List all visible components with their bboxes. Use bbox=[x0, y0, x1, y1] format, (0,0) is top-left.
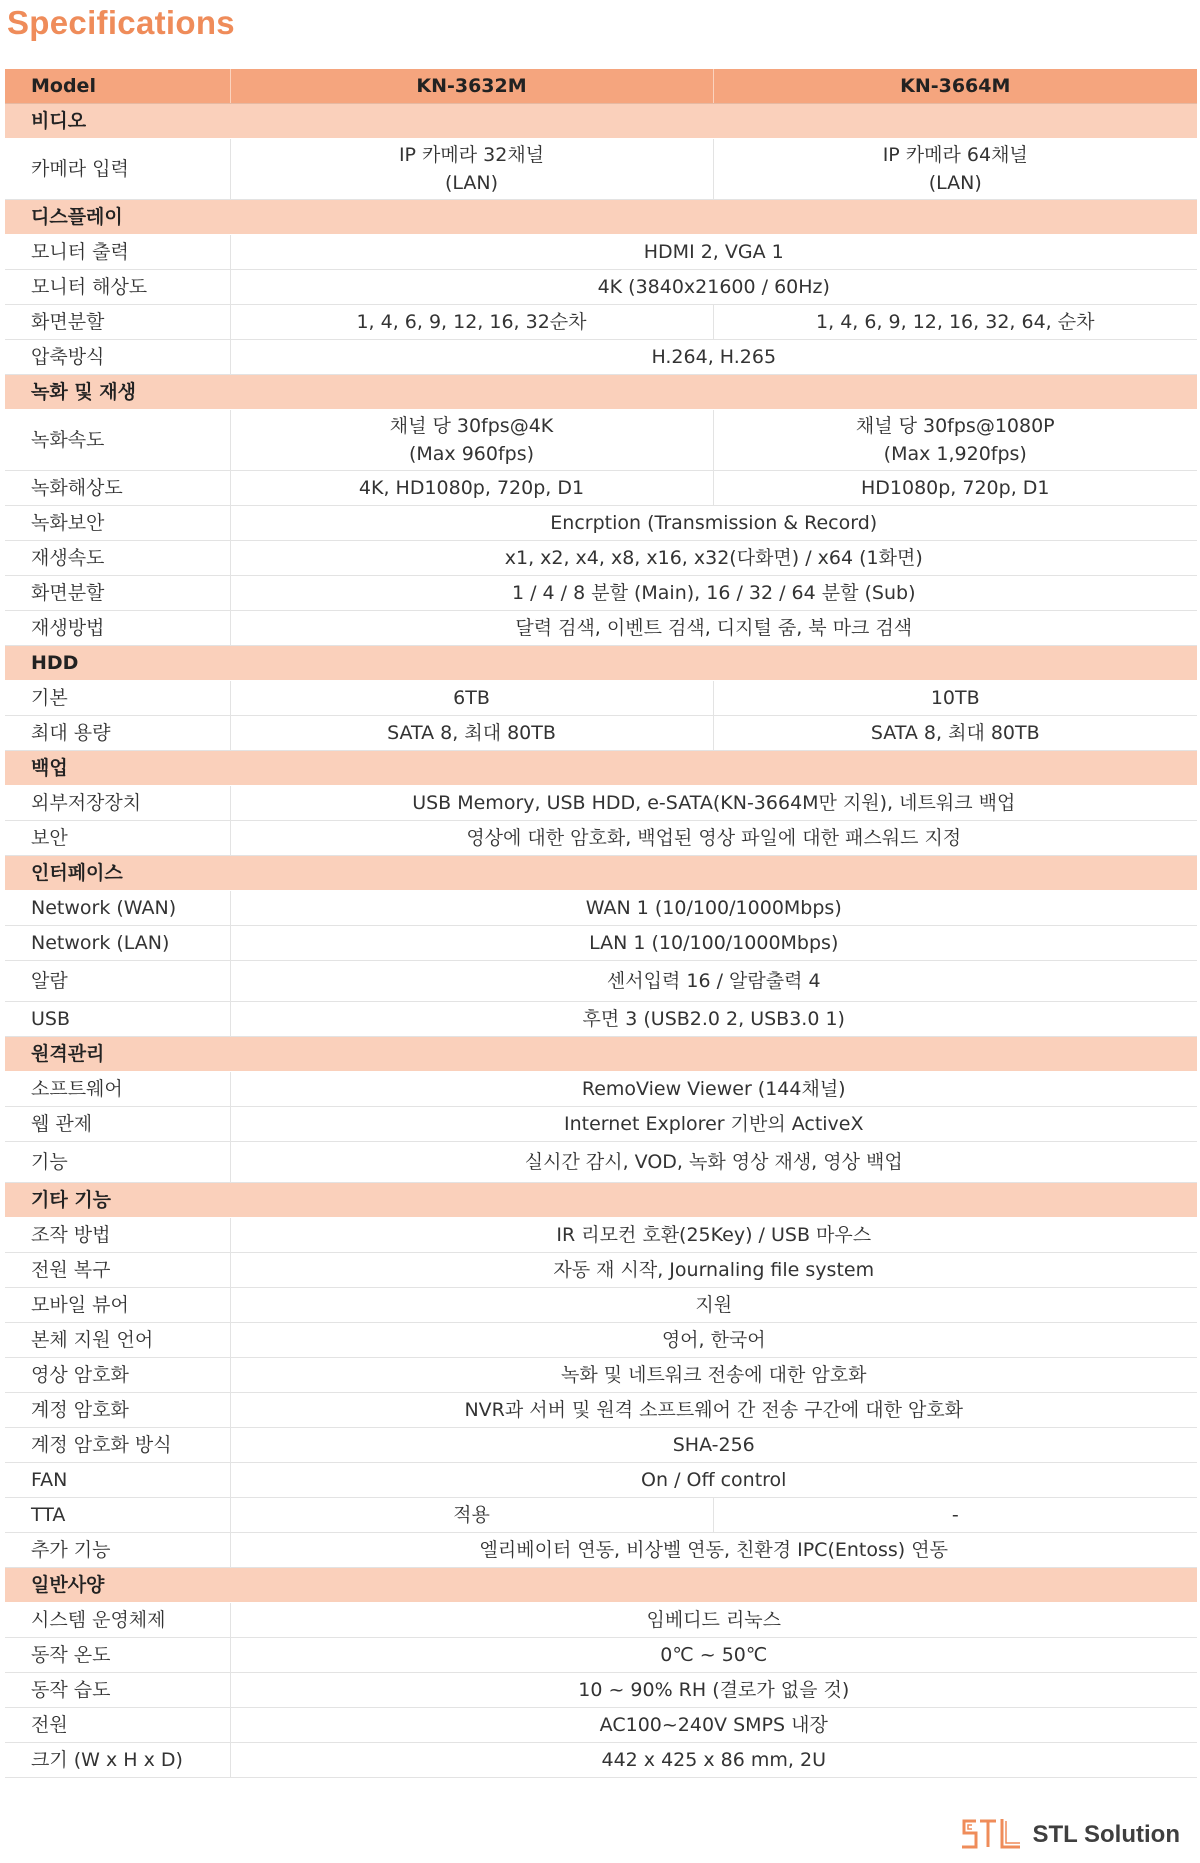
spec-label: 녹화속도 bbox=[5, 410, 230, 471]
spec-value-common: WAN 1 (10/100/1000Mbps) bbox=[230, 891, 1197, 926]
section-header-row bbox=[5, 104, 1197, 139]
spec-label: 알람 bbox=[5, 961, 230, 1002]
section-header-row bbox=[5, 1183, 1197, 1218]
spec-value-kn3664m: IP 카메라 64채널 (LAN) bbox=[713, 139, 1197, 200]
section-title: 원격관리 bbox=[5, 1037, 1197, 1072]
spec-value-kn3664m: - bbox=[713, 1498, 1197, 1533]
table-row bbox=[5, 506, 1197, 541]
table-row bbox=[5, 1743, 1197, 1778]
table-row bbox=[5, 611, 1197, 646]
spec-label: 계정 암호화 bbox=[5, 1393, 230, 1428]
spec-label: 전원 복구 bbox=[5, 1253, 230, 1288]
spec-value-common: HDMI 2, VGA 1 bbox=[230, 235, 1197, 270]
spec-value-kn3632m: 4K, HD1080p, 720p, D1 bbox=[230, 471, 713, 506]
spec-label: 동작 온도 bbox=[5, 1638, 230, 1673]
spec-label: 녹화해상도 bbox=[5, 471, 230, 506]
table-row bbox=[5, 471, 1197, 506]
spec-value-kn3664m: 1, 4, 6, 9, 12, 16, 32, 64, 순차 bbox=[713, 305, 1197, 340]
section-title: 백업 bbox=[5, 751, 1197, 786]
table-row bbox=[5, 681, 1197, 716]
table-row bbox=[5, 576, 1197, 611]
spec-value-kn3664m: SATA 8, 최대 80TB bbox=[713, 716, 1197, 751]
section-title: 일반사양 bbox=[5, 1568, 1197, 1603]
spec-value-common: On / Off control bbox=[230, 1463, 1197, 1498]
spec-value-kn3664m: 채널 당 30fps@1080P (Max 1,920fps) bbox=[713, 410, 1197, 471]
spec-label: 웹 관제 bbox=[5, 1107, 230, 1142]
spec-value-common: LAN 1 (10/100/1000Mbps) bbox=[230, 926, 1197, 961]
table-row bbox=[5, 235, 1197, 270]
spec-label: Network (LAN) bbox=[5, 926, 230, 961]
table-row bbox=[5, 1708, 1197, 1743]
spec-value-kn3632m: SATA 8, 최대 80TB bbox=[230, 716, 713, 751]
table-row bbox=[5, 305, 1197, 340]
spec-label: 소프트웨어 bbox=[5, 1072, 230, 1107]
spec-label: 추가 기능 bbox=[5, 1533, 230, 1568]
spec-value-common: H.264, H.265 bbox=[230, 340, 1197, 375]
spec-label: 본체 지원 언어 bbox=[5, 1323, 230, 1358]
table-row bbox=[5, 1072, 1197, 1107]
spec-value-common: AC100~240V SMPS 내장 bbox=[230, 1708, 1197, 1743]
table-row bbox=[5, 1533, 1197, 1568]
table-row bbox=[5, 1673, 1197, 1708]
table-row bbox=[5, 1463, 1197, 1498]
spec-label: 기능 bbox=[5, 1142, 230, 1183]
table-row bbox=[5, 891, 1197, 926]
company-name: STL Solution bbox=[1032, 1821, 1180, 1848]
model-kn3632m-header: KN-3632M bbox=[230, 69, 713, 104]
section-title: 녹화 및 재생 bbox=[5, 375, 1197, 410]
spec-value-common: x1, x2, x4, x8, x16, x32(다화면) / x64 (1화면) bbox=[230, 541, 1197, 576]
model-header: Model bbox=[5, 69, 230, 104]
spec-label: 전원 bbox=[5, 1708, 230, 1743]
table-row bbox=[5, 1498, 1197, 1533]
table-row bbox=[5, 1142, 1197, 1183]
spec-body bbox=[5, 104, 1197, 1778]
stl-solution-logo bbox=[960, 1817, 1180, 1853]
spec-label: 외부저장장치 bbox=[5, 786, 230, 821]
section-header-row bbox=[5, 1568, 1197, 1603]
spec-label: 모니터 출력 bbox=[5, 235, 230, 270]
model-kn3664m-header: KN-3664M bbox=[713, 69, 1197, 104]
table-row bbox=[5, 1603, 1197, 1638]
spec-value-kn3632m: 1, 4, 6, 9, 12, 16, 32순차 bbox=[230, 305, 713, 340]
spec-value-common: 녹화 및 네트워크 전송에 대한 암호화 bbox=[230, 1358, 1197, 1393]
section-header-row bbox=[5, 375, 1197, 410]
spec-value-common: 후면 3 (USB2.0 2, USB3.0 1) bbox=[230, 1002, 1197, 1037]
spec-value-common: 0℃ ~ 50℃ bbox=[230, 1638, 1197, 1673]
spec-value-common: 10 ~ 90% RH (결로가 없을 것) bbox=[230, 1673, 1197, 1708]
table-row bbox=[5, 1218, 1197, 1253]
stl-logo-icon bbox=[960, 1817, 1026, 1853]
section-title: 비디오 bbox=[5, 104, 1197, 139]
section-header-row bbox=[5, 1037, 1197, 1072]
table-row bbox=[5, 1638, 1197, 1673]
table-row bbox=[5, 270, 1197, 305]
spec-value-common: 실시간 감시, VOD, 녹화 영상 재생, 영상 백업 bbox=[230, 1142, 1197, 1183]
spec-label: 카메라 입력 bbox=[5, 139, 230, 200]
spec-value-kn3664m: 10TB bbox=[713, 681, 1197, 716]
table-row bbox=[5, 1428, 1197, 1463]
spec-value-kn3632m: 채널 당 30fps@4K (Max 960fps) bbox=[230, 410, 713, 471]
table-row bbox=[5, 821, 1197, 856]
spec-label: 동작 습도 bbox=[5, 1673, 230, 1708]
spec-label: 영상 암호화 bbox=[5, 1358, 230, 1393]
table-row bbox=[5, 541, 1197, 576]
spec-label: 크기 (W x H x D) bbox=[5, 1743, 230, 1778]
table-row bbox=[5, 1288, 1197, 1323]
spec-label: 시스템 운영체제 bbox=[5, 1603, 230, 1638]
table-row bbox=[5, 139, 1197, 200]
section-header-row bbox=[5, 200, 1197, 235]
section-header-row bbox=[5, 856, 1197, 891]
spec-value-common: 달력 검색, 이벤트 검색, 디지털 줌, 북 마크 검색 bbox=[230, 611, 1197, 646]
spec-value-common: RemoView Viewer (144채널) bbox=[230, 1072, 1197, 1107]
spec-value-common: 4K (3840x21600 / 60Hz) bbox=[230, 270, 1197, 305]
spec-label: 조작 방법 bbox=[5, 1218, 230, 1253]
spec-label: 압축방식 bbox=[5, 340, 230, 375]
spec-label: 화면분할 bbox=[5, 576, 230, 611]
spec-value-kn3632m: 적용 bbox=[230, 1498, 713, 1533]
spec-value-common: 엘리베이터 연동, 비상벨 연동, 친환경 IPC(Entoss) 연동 bbox=[230, 1533, 1197, 1568]
section-title: 인터페이스 bbox=[5, 856, 1197, 891]
spec-value-common: 442 x 425 x 86 mm, 2U bbox=[230, 1743, 1197, 1778]
spec-value-kn3664m: HD1080p, 720p, D1 bbox=[713, 471, 1197, 506]
section-header-row bbox=[5, 646, 1197, 681]
spec-value-common: IR 리모컨 호환(25Key) / USB 마우스 bbox=[230, 1218, 1197, 1253]
spec-value-common: 자동 재 시작, Journaling file system bbox=[230, 1253, 1197, 1288]
spec-label: 녹화보안 bbox=[5, 506, 230, 541]
spec-label: FAN bbox=[5, 1463, 230, 1498]
spec-value-common: 임베디드 리눅스 bbox=[230, 1603, 1197, 1638]
table-row bbox=[5, 961, 1197, 1002]
section-title: HDD bbox=[5, 646, 1197, 681]
table-header-row bbox=[5, 69, 1197, 104]
spec-value-common: USB Memory, USB HDD, e-SATA(KN-3664M만 지원), 네트워크 백업 bbox=[230, 786, 1197, 821]
spec-value-common: 센서입력 16 / 알람출력 4 bbox=[230, 961, 1197, 1002]
specifications-table bbox=[5, 69, 1197, 1778]
table-row bbox=[5, 1253, 1197, 1288]
table-row bbox=[5, 1323, 1197, 1358]
spec-value-common: 영어, 한국어 bbox=[230, 1323, 1197, 1358]
spec-value-common: 1 / 4 / 8 분할 (Main), 16 / 32 / 64 분할 (Sub) bbox=[230, 576, 1197, 611]
section-header-row bbox=[5, 751, 1197, 786]
spec-label: 모니터 해상도 bbox=[5, 270, 230, 305]
spec-label: Network (WAN) bbox=[5, 891, 230, 926]
spec-value-common: NVR과 서버 및 원격 소프트웨어 간 전송 구간에 대한 암호화 bbox=[230, 1393, 1197, 1428]
table-row bbox=[5, 1107, 1197, 1142]
spec-value-kn3632m: IP 카메라 32채널 (LAN) bbox=[230, 139, 713, 200]
spec-label: 최대 용량 bbox=[5, 716, 230, 751]
section-title: 디스플레이 bbox=[5, 200, 1197, 235]
spec-value-common: 영상에 대한 암호화, 백업된 영상 파일에 대한 패스워드 지정 bbox=[230, 821, 1197, 856]
spec-label: 기본 bbox=[5, 681, 230, 716]
table-row bbox=[5, 926, 1197, 961]
spec-label: 보안 bbox=[5, 821, 230, 856]
table-row bbox=[5, 786, 1197, 821]
table-row bbox=[5, 1358, 1197, 1393]
page-title: Specifications bbox=[7, 4, 235, 41]
spec-label: 화면분할 bbox=[5, 305, 230, 340]
table-row bbox=[5, 1393, 1197, 1428]
spec-label: 재생속도 bbox=[5, 541, 230, 576]
spec-label: 계정 암호화 방식 bbox=[5, 1428, 230, 1463]
spec-label: 모바일 뷰어 bbox=[5, 1288, 230, 1323]
spec-value-kn3632m: 6TB bbox=[230, 681, 713, 716]
spec-value-common: Encrption (Transmission & Record) bbox=[230, 506, 1197, 541]
spec-label: TTA bbox=[5, 1498, 230, 1533]
spec-value-common: Internet Explorer 기반의 ActiveX bbox=[230, 1107, 1197, 1142]
table-row bbox=[5, 1002, 1197, 1037]
spec-label: USB bbox=[5, 1002, 230, 1037]
section-title: 기타 기능 bbox=[5, 1183, 1197, 1218]
table-row bbox=[5, 410, 1197, 471]
spec-label: 재생방법 bbox=[5, 611, 230, 646]
table-row bbox=[5, 716, 1197, 751]
spec-value-common: SHA-256 bbox=[230, 1428, 1197, 1463]
spec-value-common: 지원 bbox=[230, 1288, 1197, 1323]
table-row bbox=[5, 340, 1197, 375]
